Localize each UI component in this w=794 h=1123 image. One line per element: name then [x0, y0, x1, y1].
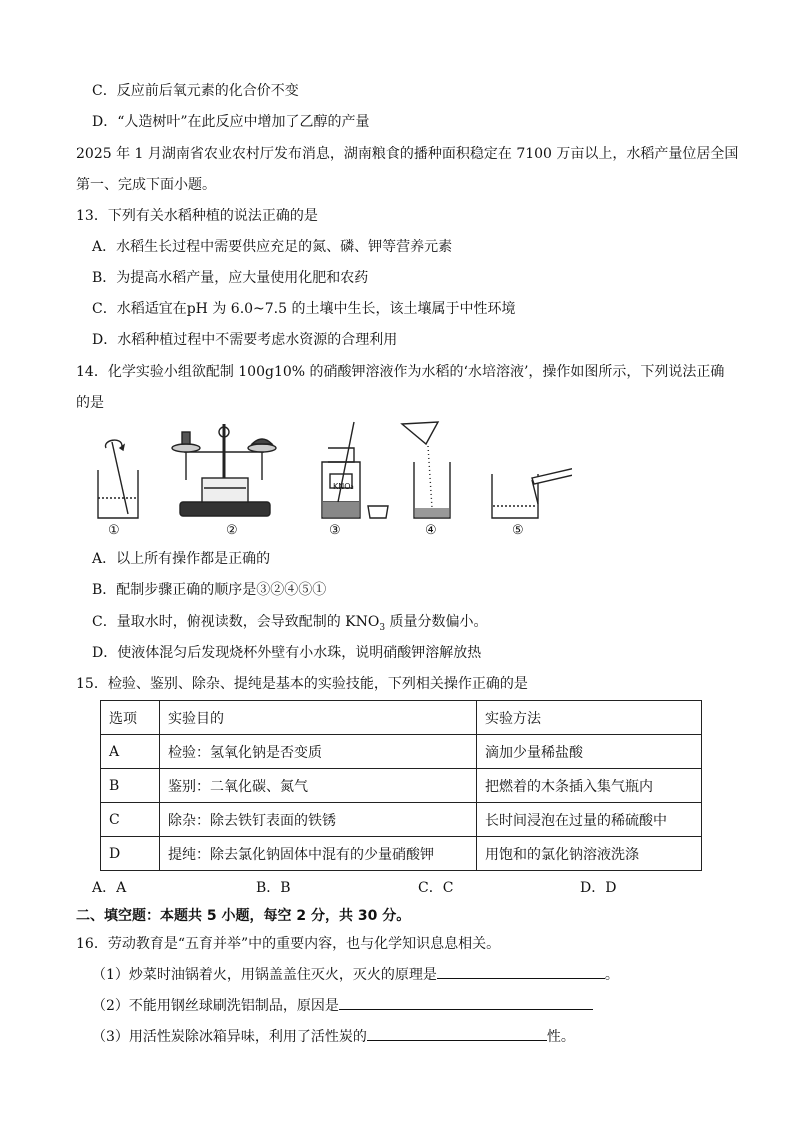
answer-blank-2[interactable]: [339, 995, 593, 1010]
question-14-line-1: 14．化学实验小组欲配制 100g10% 的硝酸钾溶液作为水稻的‘水培溶液’，操作如图所示，下列说法正确: [76, 364, 725, 380]
q16-part-2: [92, 995, 593, 1016]
table-row: [101, 735, 702, 769]
intro-line-2: 第一、完成下面小题。: [76, 177, 216, 193]
header-cell: 实验目的: [160, 701, 477, 735]
option-c-prev: C．反应前后氧元素的化合价不变: [92, 83, 299, 99]
table-cell: D: [101, 837, 160, 871]
reagent-bottle-icon: [322, 422, 388, 518]
table-cell: 鉴别：二氧化碳、氮气: [160, 769, 477, 803]
table-cell: 把燃着的木条插入集气瓶内: [477, 769, 702, 803]
header-cell: 实验方法: [477, 701, 702, 735]
answer-blank-3[interactable]: [367, 1026, 547, 1041]
q16-1-text: （1）炒菜时油锅着火，用锅盖盖住灭火，灭火的原理是: [92, 967, 437, 983]
beaker-stirring-icon: [98, 440, 138, 518]
table-cell: 检验：氢氧化钠是否变质: [160, 735, 477, 769]
question-13: 13．下列有关水稻种植的说法正确的是: [76, 208, 318, 224]
q14c-text: C．量取水时，俯视读数，会导致配制的 KNO: [92, 614, 380, 630]
table-row: [101, 769, 702, 803]
header-cell: 选项: [101, 701, 160, 735]
figure-label-2: ②: [226, 523, 238, 538]
q16-part-1: [92, 964, 619, 985]
table-cell: 除杂：除去铁钉表面的铁锈: [160, 803, 477, 837]
table-cell: 提纯：除去氯化钠固体中混有的少量硝酸钾: [160, 837, 477, 871]
table-row: [101, 837, 702, 871]
q15-option-a: A．A: [92, 880, 127, 896]
table-cell: 滴加少量稀盐酸: [477, 735, 702, 769]
q16-1-end: 。: [604, 967, 619, 983]
bottle-label: KNO₃: [333, 482, 354, 491]
table-cell: B: [101, 769, 160, 803]
q13-option-c: C．水稻适宜在pH 为 6.0~7.5 的土壤中生长，该土壤属于中性环境: [92, 301, 516, 317]
q16-2-text: （2）不能用钢丝球刷洗铝制品，原因是: [92, 998, 339, 1014]
q14-option-a: A．以上所有操作都是正确的: [92, 551, 271, 567]
q15-option-c: C．C: [418, 880, 454, 896]
q15-option-d: D．D: [580, 880, 617, 896]
figure-label-4: ④: [425, 523, 437, 538]
question-16: 16．劳动教育是“五育并举”中的重要内容，也与化学知识息息相关。: [76, 936, 501, 952]
q14c-text-end: 质量分数偏小。: [385, 614, 488, 630]
q14-option-c: [92, 612, 488, 638]
table-cell: 长时间浸泡在过量的稀硫酸中: [477, 803, 702, 837]
pouring-water-icon: [492, 466, 572, 518]
figure-label-3: ③: [329, 523, 341, 538]
q14-option-b: B．配制步骤正确的顺序是③②④⑤①: [92, 582, 327, 598]
section-2-heading: 二、填空题：本题共 5 小题，每空 2 分，共 30 分。: [76, 908, 411, 924]
q16-part-3: [92, 1026, 575, 1047]
figure-label-1: ①: [108, 523, 120, 538]
table-header-row: [101, 701, 702, 735]
figure-label-5: ⑤: [512, 523, 524, 538]
table-cell: A: [101, 735, 160, 769]
balance-scale-icon: [172, 424, 276, 516]
q15-table: [100, 700, 702, 871]
q14-option-d: D．使液体混匀后发现烧杯外壁有小水珠，说明硝酸钾溶解放热: [92, 645, 482, 661]
q13-option-b: B．为提高水稻产量，应大量使用化肥和农药: [92, 270, 369, 286]
q13-option-a: A．水稻生长过程中需要供应充足的氮、磷、钾等营养元素: [92, 239, 453, 255]
table-cell: 用饱和的氯化钠溶液洗涤: [477, 837, 702, 871]
answer-blank-1[interactable]: [437, 964, 605, 979]
question-14-line-2: 的是: [76, 395, 104, 411]
option-d-prev: D．“人造树叶”在此反应中增加了乙醇的产量: [92, 114, 370, 130]
table-row: [101, 803, 702, 837]
question-15: 15．检验、鉴别、除杂、提纯是基本的实验技能，下列相关操作正确的是: [76, 676, 528, 692]
intro-line-1: 2025 年 1 月湖南省农业农村厅发布消息，湖南粮食的播种面积稳定在 7100 万亩以上，水稻产量位居全国: [76, 146, 739, 162]
pouring-solid-icon: [402, 422, 450, 518]
q16-3-end: 性。: [546, 1029, 575, 1045]
q15-option-b: B．B: [256, 880, 291, 896]
experiment-figure: [92, 418, 572, 522]
table-cell: C: [101, 803, 160, 837]
q13-option-d: D．水稻种植过程中不需要考虑水资源的合理利用: [92, 332, 398, 348]
q14c-subscript: 3: [379, 622, 386, 633]
q16-3-text: （3）用活性炭除冰箱异味，利用了活性炭的: [92, 1029, 367, 1045]
